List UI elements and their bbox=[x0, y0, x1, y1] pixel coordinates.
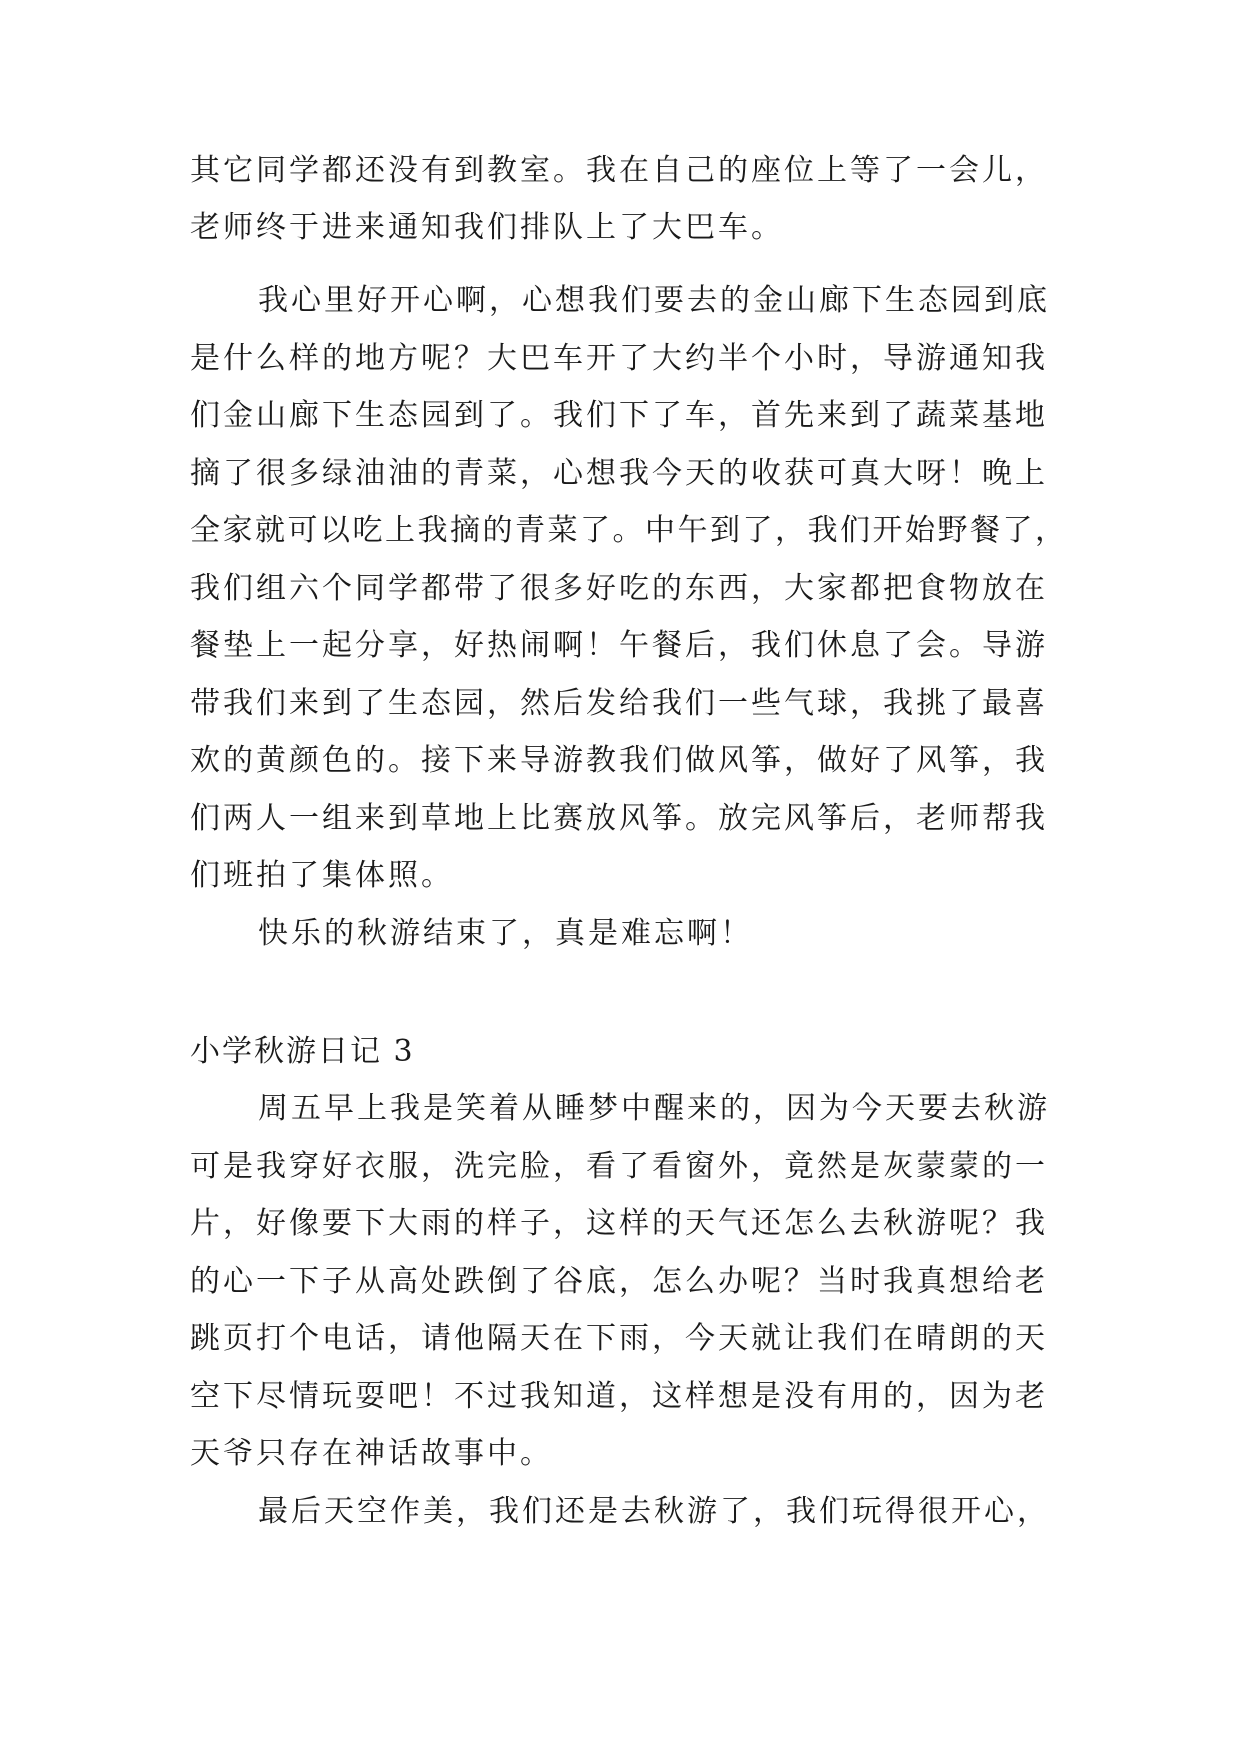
paragraph-start-line: 周五早上我是笑着从睡梦中醒来的，因为今天要去秋游 bbox=[258, 1091, 1050, 1126]
paragraph-start-line: 快乐的秋游结束了，真是难忘啊！ bbox=[258, 916, 753, 951]
text-line: 带我们来到了生态园，然后发给我们一些气球，我挑了最喜 bbox=[190, 686, 1048, 721]
text-line: 是什么样的地方呢？大巴车开了大约半个小时，导游通知我 bbox=[190, 341, 1048, 376]
text-line: 可是我穿好衣服，洗完脸，看了看窗外，竟然是灰蒙蒙的一 bbox=[190, 1149, 1048, 1184]
section-heading: 小学秋游日记 3 bbox=[190, 1034, 415, 1069]
text-line: 老师终于进来通知我们排队上了大巴车。 bbox=[190, 210, 784, 245]
text-line: 们金山廊下生态园到了。我们下了车，首先来到了蔬菜基地 bbox=[190, 398, 1048, 433]
text-line: 餐垫上一起分享，好热闹啊！午餐后，我们休息了会。导游 bbox=[190, 628, 1048, 663]
text-line: 们班拍了集体照。 bbox=[190, 858, 454, 893]
text-line: 全家就可以吃上我摘的青菜了。中午到了，我们开始野餐了， bbox=[190, 513, 1068, 548]
text-line: 摘了很多绿油油的青菜，心想我今天的收获可真大呀！晚上 bbox=[190, 456, 1048, 491]
text-line: 其它同学都还没有到教室。我在自己的座位上等了一会儿， bbox=[190, 153, 1048, 188]
text-line: 们两人一组来到草地上比赛放风筝。放完风筝后，老师帮我 bbox=[190, 801, 1048, 836]
text-line: 的心一下子从高处跌倒了谷底，怎么办呢？当时我真想给老 bbox=[190, 1264, 1048, 1299]
paragraph-start-line: 我心里好开心啊，心想我们要去的金山廊下生态园到底 bbox=[258, 283, 1050, 318]
paragraph-start-line: 最后天空作美，我们还是去秋游了，我们玩得很开心， bbox=[258, 1494, 1050, 1529]
text-line: 天爷只存在神话故事中。 bbox=[190, 1436, 553, 1471]
text-line: 空下尽情玩耍吧！不过我知道，这样想是没有用的，因为老 bbox=[190, 1379, 1048, 1414]
text-line: 欢的黄颜色的。接下来导游教我们做风筝，做好了风筝，我 bbox=[190, 743, 1048, 778]
text-line: 片，好像要下大雨的样子，这样的天气还怎么去秋游呢？我 bbox=[190, 1206, 1048, 1241]
text-line: 我们组六个同学都带了很多好吃的东西，大家都把食物放在 bbox=[190, 571, 1048, 606]
text-line: 跳页打个电话，请他隔天在下雨，今天就让我们在晴朗的天 bbox=[190, 1321, 1048, 1356]
